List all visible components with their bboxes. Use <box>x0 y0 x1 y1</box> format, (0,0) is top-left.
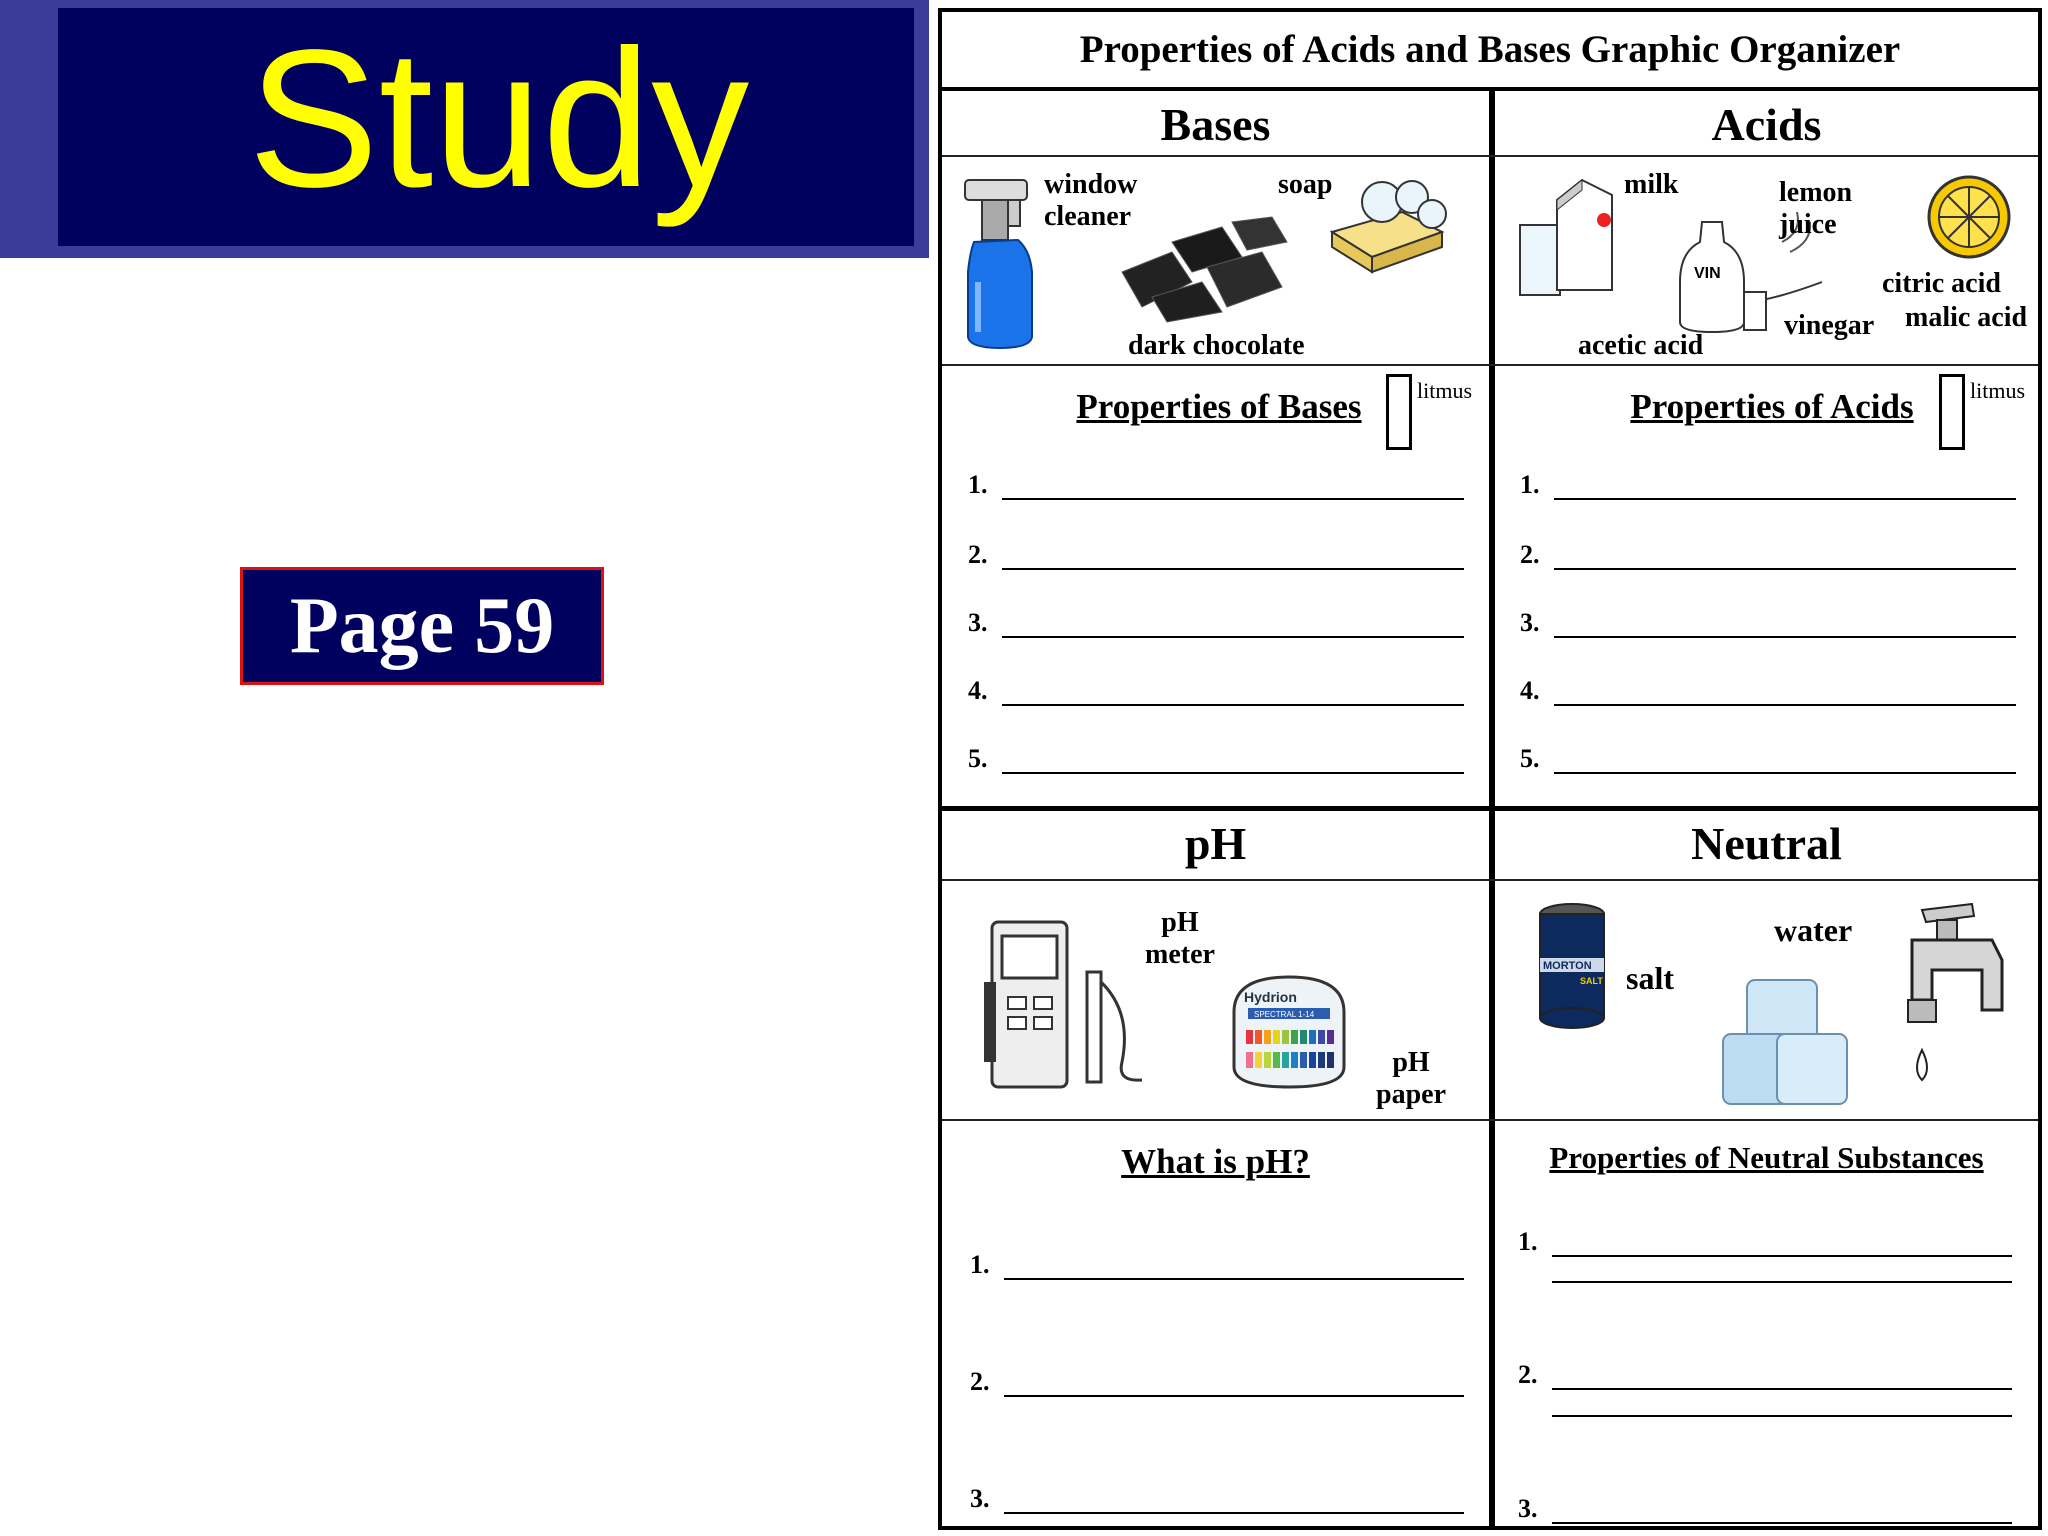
answer-line[interactable] <box>968 608 1464 638</box>
answer-line-continuation[interactable] <box>1552 1414 2012 1417</box>
line-number: 2. <box>1520 540 1540 569</box>
salt-label: salt <box>1626 960 1674 996</box>
answer-line[interactable] <box>1520 608 2016 638</box>
litmus-strip-icon <box>1939 374 1965 450</box>
answer-line[interactable] <box>970 1250 1464 1280</box>
answer-line[interactable] <box>1520 470 2016 500</box>
vin-label: VIN <box>1694 265 1721 282</box>
ice-cubes-icon <box>1717 972 1857 1112</box>
line-number: 3. <box>1518 1494 1538 1523</box>
citric-acid-label: citric acid <box>1882 268 2001 299</box>
properties-of-neutral-heading: Properties of Neutral Substances <box>1549 1140 1984 1175</box>
faucet-icon <box>1882 900 2012 1110</box>
lemon-icon <box>1926 174 2012 260</box>
divider <box>942 364 2038 366</box>
properties-of-bases-heading: Properties of Bases <box>1076 387 1362 426</box>
page-59-button[interactable] <box>240 567 604 685</box>
spray-bottle-icon <box>960 172 1040 352</box>
salt-container-icon <box>1534 900 1614 1030</box>
acids-heading: Acids <box>1711 99 1822 150</box>
lemon-juice-text: lemon juice <box>1779 177 1853 241</box>
spectral-label: SPECTRAL 1-14 <box>1254 1010 1315 1019</box>
answer-line[interactable] <box>1520 676 2016 706</box>
dark-chocolate-label: dark chocolate <box>1128 330 1305 361</box>
salt-can-label: SALT <box>1580 976 1603 986</box>
ph-meter-icon <box>982 902 1157 1092</box>
page-button-label: Page 59 <box>289 581 555 670</box>
line-number: 3. <box>970 1484 990 1513</box>
water-label: water <box>1774 912 1853 948</box>
title-banner-inner <box>58 8 914 246</box>
line-number: 3. <box>968 608 988 637</box>
line-number: 5. <box>968 744 988 773</box>
answer-line[interactable] <box>968 540 1464 570</box>
litmus-strip-icon <box>1386 374 1412 450</box>
ph-paper-label <box>1376 1047 1446 1111</box>
lemon-juice-label <box>1779 177 1852 241</box>
soap-icon <box>1322 172 1457 277</box>
answer-line[interactable] <box>1518 1494 2012 1524</box>
organizer-title: Properties of Acids and Bases Graphic Organizer <box>942 12 2038 91</box>
window-cleaner-text: window cleaner <box>1044 169 1138 233</box>
morton-label: MORTON <box>1543 960 1592 972</box>
ph-meter-label <box>1145 907 1215 971</box>
ph-paper-icon <box>1224 972 1354 1092</box>
litmus-label: litmus <box>1970 378 2026 403</box>
divider <box>942 1119 2038 1121</box>
line-number: 4. <box>968 676 988 705</box>
line-number: 3. <box>1520 608 1540 637</box>
title-banner <box>0 0 929 258</box>
properties-of-acids-heading: Properties of Acids <box>1630 387 1914 426</box>
line-number: 5. <box>1520 744 1540 773</box>
ph-heading: pH <box>1184 818 1247 869</box>
line-number: 1. <box>1518 1227 1538 1256</box>
answer-line[interactable] <box>968 676 1464 706</box>
line-number: 2. <box>970 1367 990 1396</box>
neutral-heading: Neutral <box>1691 818 1842 869</box>
line-number: 2. <box>968 540 988 569</box>
hydrion-label: Hydrion <box>1244 989 1297 1005</box>
milk-label: milk <box>1624 169 1679 200</box>
line-number: 1. <box>968 470 988 499</box>
line-number: 1. <box>1520 470 1540 499</box>
line-number: 2. <box>1518 1360 1538 1389</box>
answer-line[interactable] <box>970 1484 1464 1514</box>
milk-icon <box>1512 170 1622 300</box>
answer-line[interactable] <box>1518 1227 2012 1257</box>
answer-line[interactable] <box>970 1367 1464 1397</box>
answer-line[interactable] <box>968 744 1464 774</box>
answer-line[interactable] <box>1518 1360 2012 1390</box>
answer-line-continuation[interactable] <box>1552 1280 2012 1283</box>
vinegar-label: vinegar <box>1784 310 1875 341</box>
answer-line[interactable] <box>968 470 1464 500</box>
divider <box>942 879 2038 881</box>
what-is-ph-heading: What is pH? <box>1121 1142 1310 1181</box>
acetic-acid-label: acetic acid <box>1578 330 1704 361</box>
dark-chocolate-icon <box>1112 212 1292 322</box>
ph-meter-text: pH meter <box>1145 907 1215 971</box>
divider <box>942 155 2038 157</box>
malic-acid-label: malic acid <box>1905 302 2028 333</box>
answer-line[interactable] <box>1520 744 2016 774</box>
bases-heading: Bases <box>1160 99 1271 150</box>
soap-label: soap <box>1278 169 1333 200</box>
divider <box>942 806 2038 811</box>
line-number: 4. <box>1520 676 1540 705</box>
ph-paper-text: pH paper <box>1376 1047 1446 1111</box>
answer-line[interactable] <box>1520 540 2016 570</box>
graphic-organizer <box>938 8 2042 1530</box>
slide-title: Study <box>248 9 750 228</box>
line-number: 1. <box>970 1250 990 1279</box>
litmus-label: litmus <box>1417 378 1473 403</box>
